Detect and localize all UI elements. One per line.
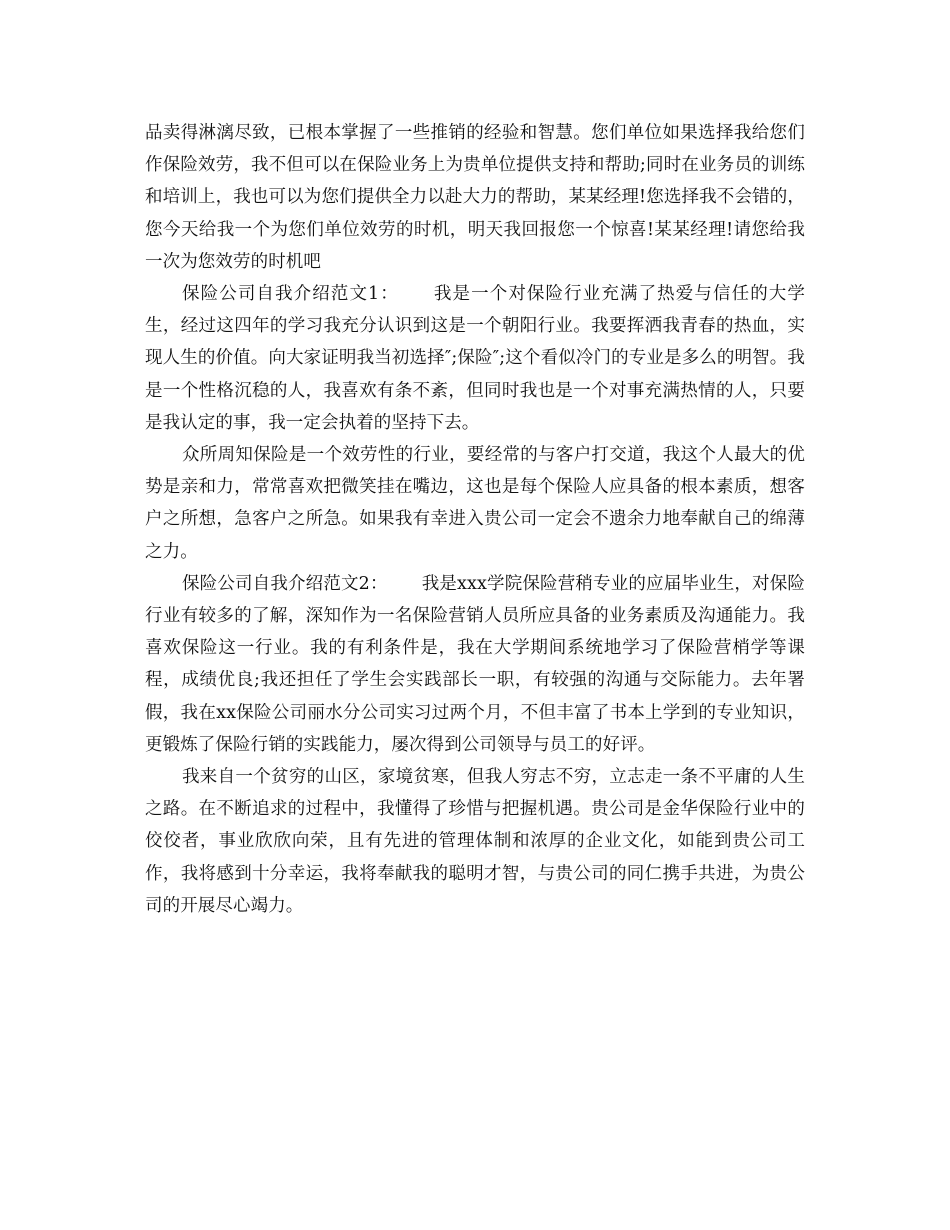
paragraph-service [145,439,805,568]
paragraph-text: 众所周知保险是一个效劳性的行业，要经常的与客户打交道，我这个人最大的优势是亲和力，常常喜欢把微笑挂在嘴边，这也是每个保险人应具备的根本素质，想客户之所想，急客户之所急。如果我有幸进入贵公司一定会不遗余力地奉献自己的绵薄之力。 [145,445,805,562]
paragraph-text: 我是一个对保险行业充满了热爱与信任的大学生，经过这四年的学习我充分认识到这是一个朝阳行业。我要挥洒我青春的热血，实现人生的价值。向大家证明我当初选择″;保险″;这个看似冷门的专业是多么的明智。我是一个性格沉稳的人，我喜欢有条不紊，但同时我也是一个对事充满热情的人，只要是我认定的事，我一定会执着的坚持下去。 [145,284,806,433]
paragraph-sample-1 [145,278,805,439]
paragraph-text: 品卖得淋漓尽致，已根本掌握了一些推销的经验和智慧。您们单位如果选择我给您们作保险效劳，我不但可以在保险业务上为贵单位提供支持和帮助;同时在业务员的训练和培训上，我也可以为您们提供全力以赴大力的帮助，某某经理!您选择我不会错的，您今天给我一个为您们单位效劳的时机，明天我回报您一个惊喜!某某经理!请您给我一次为您效劳的时机吧 [145,123,805,272]
paragraph-background [145,761,805,922]
paragraph-text: 我是xxx学院保险营稍专业的应届毕业生，对保险行业有较多的了解，深知作为一名保险营销人员所应具备的业务素质及沟通能力。我喜欢保险这一行业。我的有利条件是，我在大学期间系统地学习了保险营梢学等课程，成绩优良;我还担任了学生会实践部长一职，有较强的沟通与交际能力。去年署假，我在xx保险公司丽水分公司实习过两个月，不但丰富了书本上学到的专业知识，更锻炼了保险行销的实践能力，屡次得到公司领导与员工的好评。 [145,573,805,755]
paragraph-continuation [145,117,805,278]
paragraph-sample-2 [145,568,805,761]
sample-heading: 保险公司自我介绍范文2： [182,573,388,594]
paragraph-text: 我来自一个贫穷的山区，家境贫寒，但我人穷志不穷，立志走一条不平庸的人生之路。在不断追求的过程中，我懂得了珍惜与把握机遇。贵公司是金华保险行业中的佼佼者，事业欣欣向荣，且有先进的管理体制和浓厚的企业文化，如能到贵公司工作，我将感到十分幸运，我将奉献我的聪明才智，与贵公司的同仁携手共进，为贵公司的开展尽心竭力。 [145,767,805,916]
document-body [145,117,805,922]
sample-heading: 保险公司自我介绍范文1： [182,284,399,305]
